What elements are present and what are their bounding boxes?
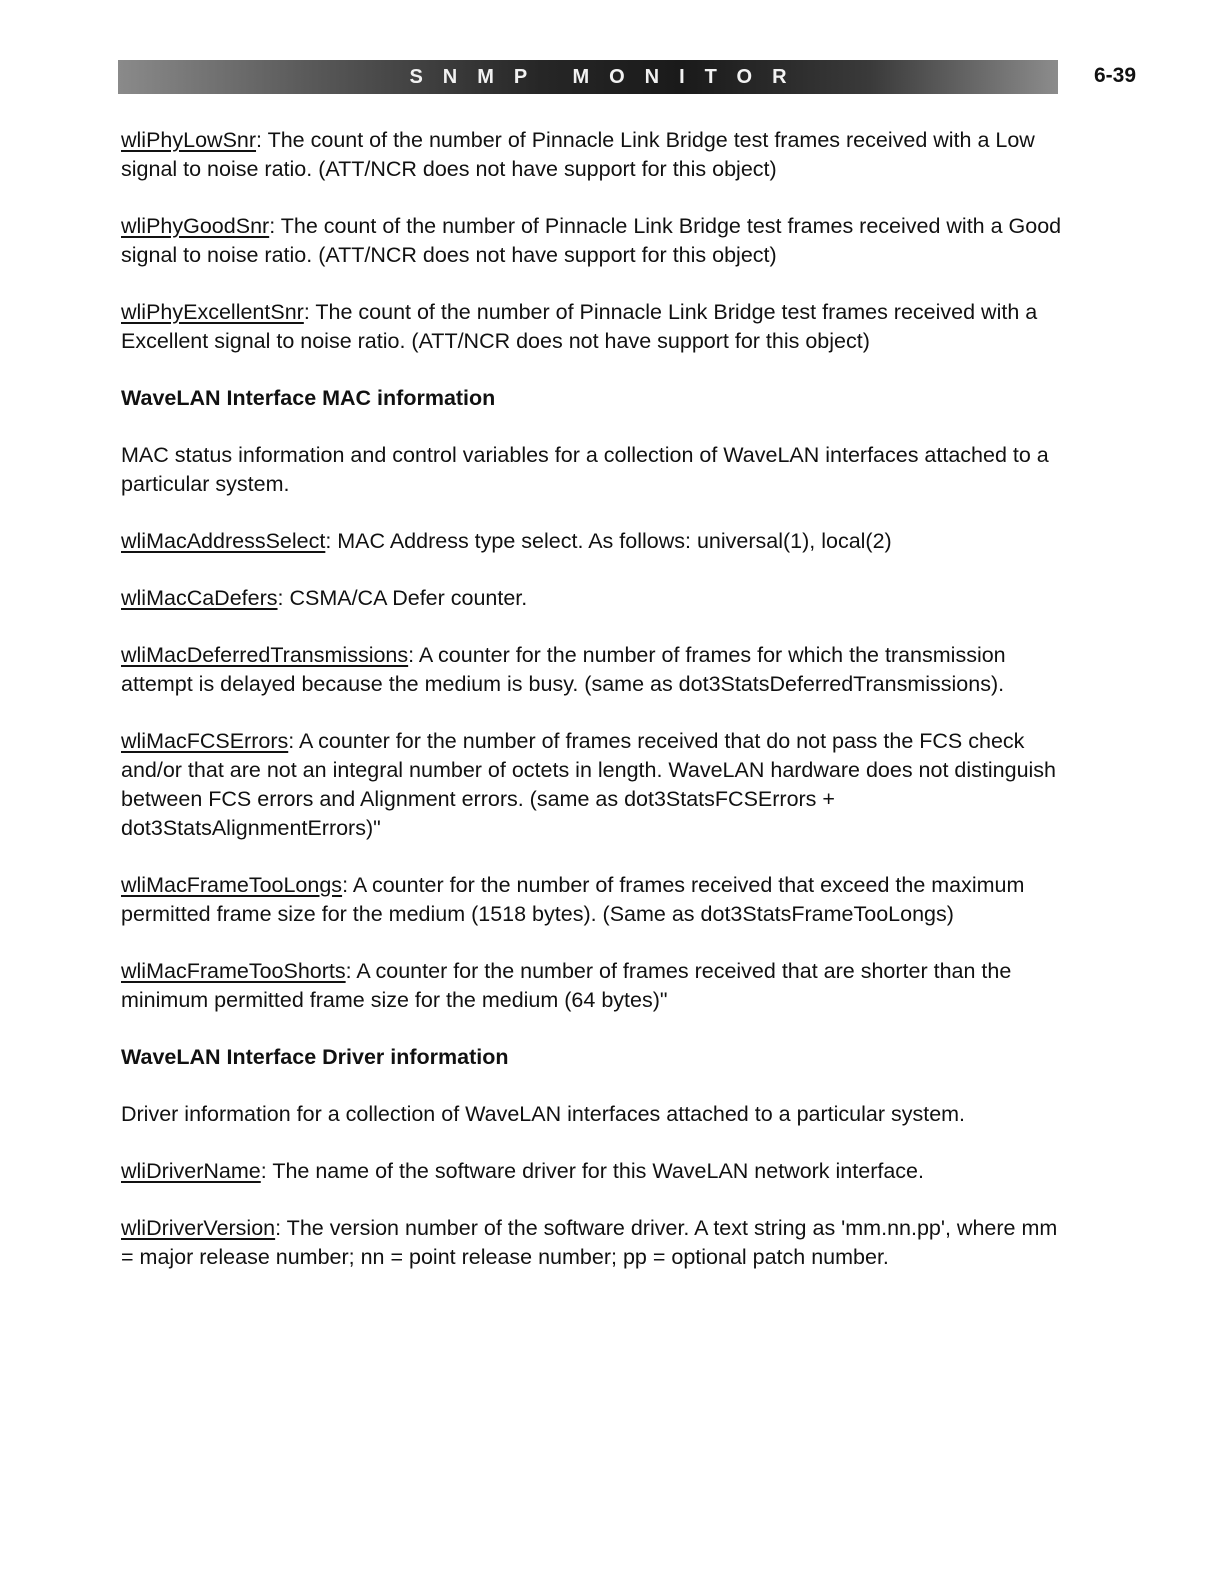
term: wliMacFCSErrors [121,729,289,753]
term: wliPhyExcellentSnr [121,300,304,324]
definition-text: : MAC Address type select. As follows: universal(1), local(2) [325,529,892,553]
definition-text: : A counter for the number of frames for which the transmission attempt is delayed because the medium is busy. (same as dot3StatsDeferredTransmissions). [121,643,1006,696]
section-title: SNMP MONITOR [409,65,807,88]
section-heading: WaveLAN Interface MAC information [121,386,496,410]
section-heading: WaveLAN Interface Driver information [121,1045,509,1069]
definition-text: : The count of the number of Pinnacle Link Bridge test frames received with a Low signal to noise ratio. (ATT/NCR does not have support for this object) [121,128,1035,181]
definition-paragraph [121,641,1066,699]
definition-paragraph [121,871,1066,929]
term: wliMacCaDefers [121,586,278,610]
definition-paragraph [121,126,1066,184]
term: wliMacAddressSelect [121,529,326,553]
definition-text: : CSMA/CA Defer counter. [277,586,528,610]
definition-paragraph [121,1214,1066,1272]
term: wliMacFrameTooShorts [121,959,346,983]
definition-text: : A counter for the number of frames received that do not pass the FCS check and/or that are not an integral number of octets in length. WaveLAN hardware does not distinguish between FCS errors and Alignment errors. (same as dot3StatsFCSErrors + dot3StatsAlignmentErrors)" [121,729,1057,840]
page-number: 6-39 [1094,64,1137,87]
definition-paragraph [121,957,1066,1015]
definition-text: : A counter for the number of frames received that exceed the maximum permitted frame size for the medium (1518 bytes). (Same as dot3StatsFrameTooLongs) [121,873,1025,926]
page-content [121,126,1066,1300]
definition-paragraph [121,298,1066,356]
definition-text: : The name of the software driver for this WaveLAN network interface. [260,1159,924,1183]
body-paragraph: MAC status information and control variables for a collection of WaveLAN interfaces attached to a particular system. [121,443,1049,496]
term: wliMacFrameTooLongs [121,873,343,897]
term: wliMacDeferredTransmissions [121,643,409,667]
definition-paragraph [121,584,1066,613]
definition-text: : A counter for the number of frames received that are shorter than the minimum permitted frame size for the medium (64 bytes)" [121,959,1012,1012]
definition-text: : The count of the number of Pinnacle Link Bridge test frames received with a Excellent signal to noise ratio. (ATT/NCR does not have support for this object) [121,300,1038,353]
definition-text: : The version number of the software driver. A text string as 'mm.nn.pp', where mm = major release number; nn = point release number; pp = optional patch number. [121,1216,1058,1269]
definition-paragraph [121,212,1066,270]
section-header-bar [118,60,1058,94]
definition-paragraph [121,527,1066,556]
term: wliPhyGoodSnr [121,214,270,238]
term: wliPhyLowSnr [121,128,257,152]
definition-paragraph [121,727,1066,843]
definition-text: : The count of the number of Pinnacle Link Bridge test frames received with a Good signal to noise ratio. (ATT/NCR does not have support for this object) [121,214,1062,267]
body-paragraph: Driver information for a collection of WaveLAN interfaces attached to a particular system. [121,1102,966,1126]
definition-paragraph [121,1157,1066,1186]
term: wliDriverName [121,1159,261,1183]
term: wliDriverVersion [121,1216,276,1240]
